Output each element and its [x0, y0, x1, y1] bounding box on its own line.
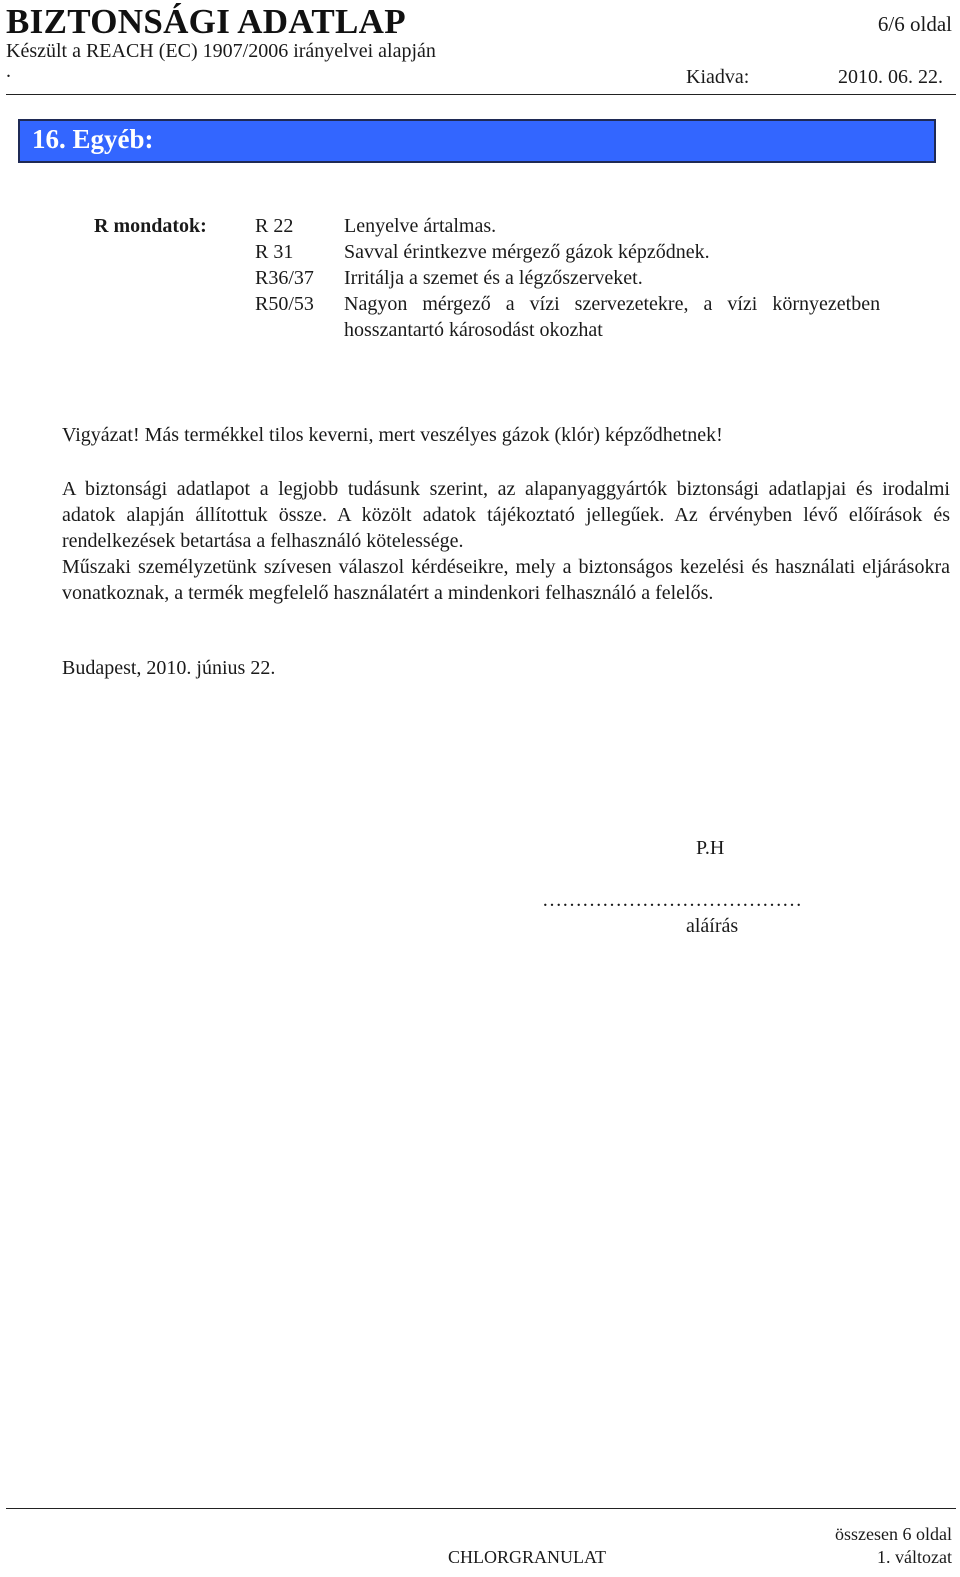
document-title: BIZTONSÁGI ADATLAP — [6, 2, 406, 41]
r-phrases-label: R mondatok: — [94, 215, 207, 237]
footer-divider — [6, 1508, 956, 1509]
stamp-placeholder: P.H — [696, 837, 725, 859]
signature-line: ………………………………… — [542, 889, 802, 911]
disclaimer-paragraph: A biztonsági adatlapot a legjobb tudásunk szerint, az alapanyaggyártók biztonsági adatlapjai és irodalmi adatok alapján állítottuk össze. A közölt adatok tájékoztató jellegűek. Az érvényben lévő előírások és rendelkezések betartása a felhasználó kötelessége. — [62, 478, 950, 552]
issued-date: 2010. 06. 22. — [838, 66, 943, 88]
version-label: 1. változat — [877, 1547, 952, 1567]
header-divider — [6, 94, 956, 95]
document-subtitle: Készült a REACH (EC) 1907/2006 irányelvei alapján — [6, 40, 436, 62]
r-phrase-text-continued: hosszantartó károsodást okozhat — [344, 319, 603, 341]
page-number: 6/6 oldal — [877, 12, 952, 36]
r-phrase-code: R 31 — [255, 241, 294, 263]
product-name: CHLORGRANULAT — [448, 1547, 607, 1567]
total-pages: összesen 6 oldal — [835, 1524, 952, 1544]
r-phrase-text: Savval érintkezve mérgező gázok képződnek. — [344, 241, 710, 263]
r-phrase-text: Lenyelve ártalmas. — [344, 215, 497, 237]
support-paragraph: Műszaki személyzetünk szívesen válaszol kérdéseikre, mely a biztonságos kezelési és használati eljárásokra vonatkoznak, a termék megfelelő használatért a mindenkori felhasználó a felelős. — [62, 556, 950, 604]
r-phrase-text: Irritálja a szemet és a légzőszerveket. — [344, 267, 643, 289]
r-phrase-code: R36/37 — [255, 267, 314, 289]
r-phrase-code: R50/53 — [255, 293, 314, 315]
issued-label: Kiadva: — [686, 66, 750, 88]
section-title: 16. Egyéb: — [32, 124, 154, 154]
signature-label: aláírás — [686, 915, 739, 937]
warning-text: Vigyázat! Más termékkel tilos keverni, mert veszélyes gázok (klór) képződhetnek! — [62, 424, 723, 446]
header-dot: . — [6, 60, 11, 82]
r-phrase-code: R 22 — [255, 215, 294, 237]
r-phrase-text: Nagyon mérgező a vízi szervezetekre, a vízi környezetben — [344, 293, 881, 315]
place-and-date: Budapest, 2010. június 22. — [62, 657, 276, 679]
section-header — [18, 119, 936, 163]
